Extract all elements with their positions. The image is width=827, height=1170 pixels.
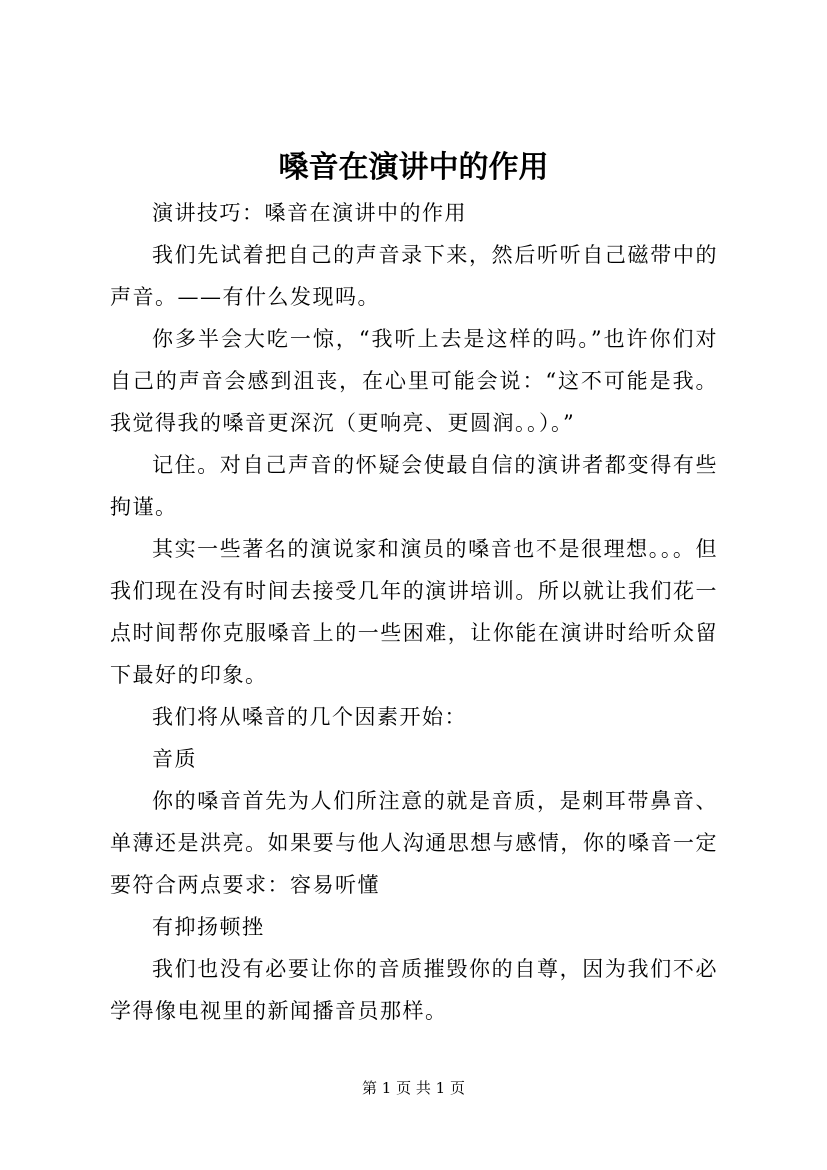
paragraph-remember: 记住。对自己声音的怀疑会使最自信的演讲者都变得有些拘谨。 [110,453,718,519]
paragraph-voice-quality: 你的嗓音首先为人们所注意的就是音质，是刺耳带鼻音、单薄还是洪亮。如果要与他人沟通思想与感情，你的嗓音一定要符合两点要求：容易听懂 [110,789,718,897]
paragraph-surprise: 你多半会大吃一惊，“我听上去是这样的吗。”也许你们对自己的声音会感到沮丧，在心里可能会说：“这不可能是我。我觉得我的嗓音更深沉（更响亮、更圆润。。）。” [110,327,718,435]
paragraph-subtitle: 演讲技巧：嗓音在演讲中的作用 [152,201,467,225]
document-title: 嗓音在演讲中的作用 [278,150,549,185]
paragraph-record-voice: 我们先试着把自己的声音录下来，然后听听自己磁带中的声音。——有什么发现吗。 [110,243,718,309]
paragraph-factors-intro: 我们将从嗓音的几个因素开始： [152,705,467,729]
document-body [110,192,718,1032]
paragraph-heading-voice-quality: 音质 [152,747,197,771]
page-footer: 第 1 页 共 1 页 [362,1079,465,1097]
paragraph-self-esteem: 我们也没有必要让你的音质摧毁你的自尊，因为我们不必学得像电视里的新闻播音员那样。 [110,957,718,1023]
paragraph-intonation: 有抑扬顿挫 [152,915,265,939]
paragraph-famous-speakers: 其实一些著名的演说家和演员的嗓音也不是很理想。。。但我们现在没有时间去接受几年的演讲培训。所以就让我们花一点时间帮你克服嗓音上的一些困难，让你能在演讲时给听众留下最好的印象。 [110,537,718,687]
